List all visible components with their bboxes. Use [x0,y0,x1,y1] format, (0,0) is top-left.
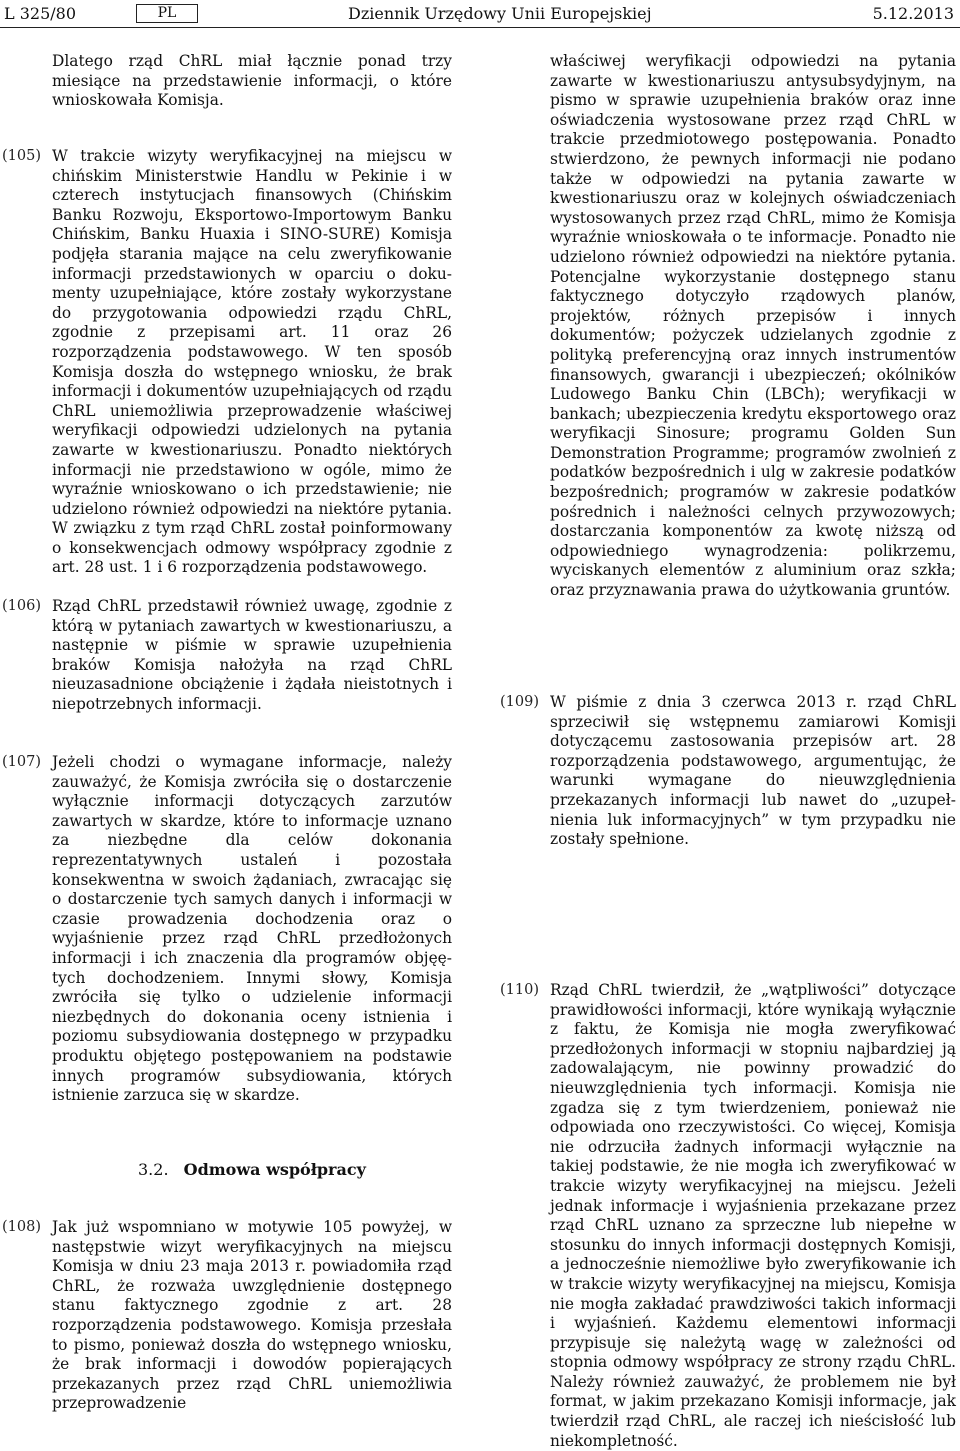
paragraph-109: W piśmie z dnia 3 czerwca 2013 r. rząd ChRL sprzeciwił się wstępnemu zamiarowi Komisji dotyczącemu zastosowania przepisów art. 28 rozporządzenia podstawowego, argumentując, że warunki wymagane do nieuwzględnienia przekazanych informacji lub nawet do „uzupełnienia luk informacyjnych” w tym przypadku nie zostały spełnione. [550,693,956,849]
paragraph-107: Jeżeli chodzi o wymagane informacje, należy zauważyć, że Komisja zwróciła się o dostarczenie wyłącznie informacji dotyczących zarzutów zawartych w skardze, które to informacje uznano za niezbędne dla celów dokonania reprezentatywnych ustaleń i pozostała konsekwentna w swoich żądaniach, zwracając się o dostarczenie tych samych danych i informacji w czasie prowadzenia dochodzenia oraz o wyjaśnienie przez rząd ChRL przedłożonych informacji i ich znaczenia dla programów objęętych dochodzeniem. Innymi słowy, Komisja zwróciła się tylko o udzielenie informacji niezbędnych do dokonania oceny istnienia i poziomu subsydiowania dostępnego w przypadku produktu objętego postępowaniem na podstawie innych programów subsydiowania, których istnienie zarzuca się w skardze. [52,753,452,1105]
page-header [0,0,960,28]
paragraph-number-108: (108) [2,1219,41,1235]
paragraph-108: Jak już wspomniano w motywie 105 powyżej, w następstwie wizyt weryfikacyjnych na miejscu Komisja w dniu 23 maja 2013 r. powiadomiła rząd ChRL, że rozważa uwzględnienie dostępnego stanu faktycznego zgodnie z art. 28 rozporządzenia podstawowego. Komisja przesłała to pismo, ponieważ doszła do wstępnego wniosku, że brak informacji i dowodów popierających przekazanych przez rząd ChRL uniemożliwia przeprowadzenie [52,1218,452,1413]
paragraph-105: W trakcie wizyty weryfikacyjnej na miejscu w chińskim Ministerstwie Handlu w Pekinie i w czterech instytucjach finansowych (Chińskim Banku Rozwoju, Eksportowo-Importowym Banku Chińskim, Banku Huaxia i SINO-SURE) Komisja podjęła starania mające na celu zweryfikowanie informacji przedstawionych w oparciu o dokumenty uzupełniające, które zostały wykorzystane do przygotowania odpowiedzi rządu ChRL, zgodnie z przepisami art. 11 oraz 26 rozporządzenia podstawowego. W ten sposób Komisja doszła do wstępnego wniosku, że brak informacji i dokumentów uzupełniających od rządu ChRL uniemożliwia przeprowadzenie właściwej weryfikacji odpowiedzi udzielonych na pytania zawarte w kwestionariuszu. Ponadto niektórych informacji nie przedstawiono w ogóle, mimo że wyraźnie wnioskowano o ich przedstawienie; nie udzielono również odpowiedzi na niektóre pytania. W związku z tym rząd ChRL został poinformowany o konsekwencjach odmowy współpracy zgodnie z art. 28 ust. 1 i 6 rozporządzenia podstawowego. [52,147,452,577]
section-number: 3.2. [138,1160,169,1179]
section-heading [138,1160,366,1180]
paragraph-number-107: (107) [2,754,41,770]
paragraph-number-106: (106) [2,598,41,614]
page-number: L 325/80 [4,4,76,23]
journal-title: Dziennik Urzędowy Unii Europejskiej [348,4,652,23]
paragraph-110: Rząd ChRL twierdził, że „wątpliwości” dotyczące prawidłowości informacji, które wynikają wyłącznie z faktu, że Komisja nie mogła zweryfikować przedłożonych informacji w stopniu najbardziej ją zadowalającym, nie powinny prowadzić do nieuwzględnienia tych informacji. Komisja nie zgadza się z tym twierdzeniem, ponieważ nie odpowiada ono rzeczywistości. Co więcej, Komisja nie odrzuciła żadnych informacji wyłącznie na takiej podstawie, że nie mogła ich zweryfikować w trakcie wizyty weryfikacyjnej na miejscu. Jeżeli jednak informacje i wyjaśnienia przekazane przez rząd ChRL uznano za sprzeczne lub niepełne w stosunku do innych informacji dostępnych Komisji, a jednocześnie niemożliwe było zweryfikowanie ich w trakcie wizyty weryfikacyjnej na miejscu, Komisja nie mogła zakładać prawdziwości takich informacji i wyjaśnień. Każdemu elementowi informacji przypisuje się należytą wagę w zależności od stopnia odmowy współpracy ze strony rządu ChRL. Należy również zauważyć, że problemem nie był format, w jakim przekazano Komisji informacje, jak twierdził rząd ChRL, ale raczej ich nieścisłość lub niekompletność. [550,981,956,1450]
paragraph-number-109: (109) [500,694,539,710]
header-rule [0,27,960,28]
continuation-paragraph: właściwej weryfikacji odpowiedzi na pytania zawarte w kwestionariuszu antysubsydyjnym, na pismo w sprawie uzupełnienia braków oraz inne oświadczenia wystosowane przez rząd ChRL w trakcie przedmiotowego postępowania. Ponadto stwierdzono, że pewnych informacji nie podano także w odpowiedzi na pytania zawarte w kwestionariuszu oraz w kolejnych oświadczeniach wystosowanych przez rząd ChRL, mimo że Komisja wyraźnie wnioskowała o te informacje. Ponadto nie udzielono również odpowiedzi na niektóre pytania. Potencjalne wykorzystanie dostępnego stanu faktycznego dotyczyło rządowych planów, projektów, różnych przepisów i innych dokumentów; pożyczek udzielanych zgodnie z polityką preferencyjną oraz innych instrumentów finansowych, gwarancji i ubezpieczeń; okólników Ludowego Banku Chin (LBCh); weryfikacji w bankach; ubezpieczenia kredytu eksportowego oraz weryfikacji Sinosure; programu Golden Sun Demonstration Programme; programów zwolnień z podatków bezpośrednich i ulg w zakresie podatków bezpośrednich; programów w zakresie podatków pośrednich i należności celnych przywozowych; dostarczania komponentów za kwotę niższą od odpowiedniego wynagrodzenia: polikrzemu, wyciskanych elementów z aluminium oraz szkła; oraz przyznawania prawa do użytkowania gruntów. [550,52,956,600]
paragraph-number-110: (110) [500,982,539,998]
paragraph-number-105: (105) [2,148,41,164]
paragraph-106: Rząd ChRL przedstawił również uwagę, zgodnie z którą w pytaniach zawartych w kwestionariuszu, a następnie w piśmie w sprawie uzupełnienia braków Komisja nałożyła na rząd ChRL nieuzasadnione obciążenie i żądała nieistotnych i niepotrzebnych informacji. [52,597,452,713]
language-code-box: PL [136,4,198,23]
intro-paragraph: Dlatego rząd ChRL miał łącznie ponad trzy miesiące na przedstawienie informacji, o które wnioskowała Komisja. [52,52,452,110]
section-title: Odmowa współpracy [183,1160,366,1179]
publication-date: 5.12.2013 [872,4,954,23]
